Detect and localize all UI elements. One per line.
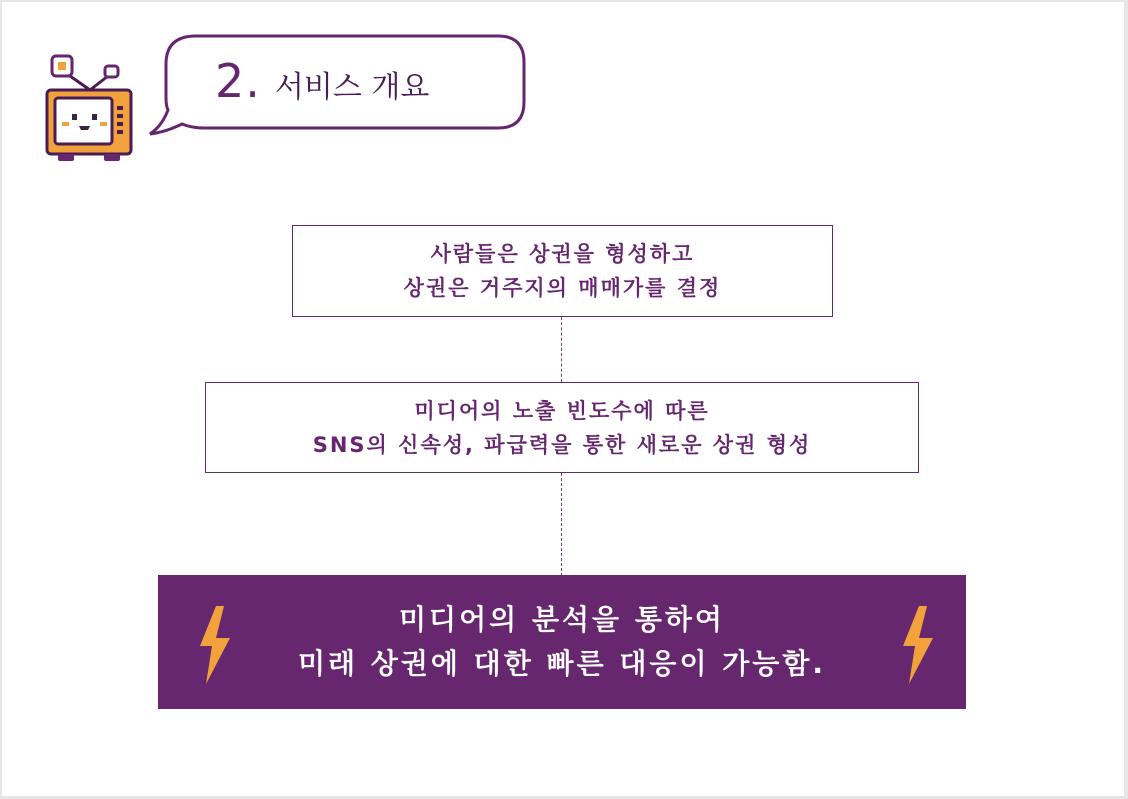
conclusion-banner	[158, 575, 966, 709]
flow-step-2	[205, 382, 919, 473]
connector-line	[561, 317, 562, 382]
flow-step-1-line-1: 사람들은 상권을 형성하고	[430, 242, 695, 266]
flow-step-2-line-1: 미디어의 노출 빈도수에 따른	[414, 398, 710, 423]
flow-step-1	[292, 225, 833, 317]
lightning-bolt-icon	[192, 604, 236, 686]
conclusion-line-1: 미디어의 분석을 통하여	[399, 603, 725, 636]
section-heading	[215, 54, 429, 114]
flow-step-2-line-2: SNS의 신속성, 파급력을 통한 새로운 상권 형성	[312, 432, 812, 457]
tv-mascot-icon	[44, 50, 136, 164]
lightning-bolt-icon	[895, 604, 939, 686]
section-title: 서비스 개요	[274, 70, 430, 105]
section-number: 2.	[215, 54, 261, 108]
conclusion-line-2: 미래 상권에 대한 빠른 대응이 가능함.	[297, 647, 827, 680]
connector-line	[561, 473, 562, 576]
slide	[2, 2, 1124, 796]
flow-step-1-line-2: 상권은 거주지의 매매가를 결정	[403, 276, 722, 300]
